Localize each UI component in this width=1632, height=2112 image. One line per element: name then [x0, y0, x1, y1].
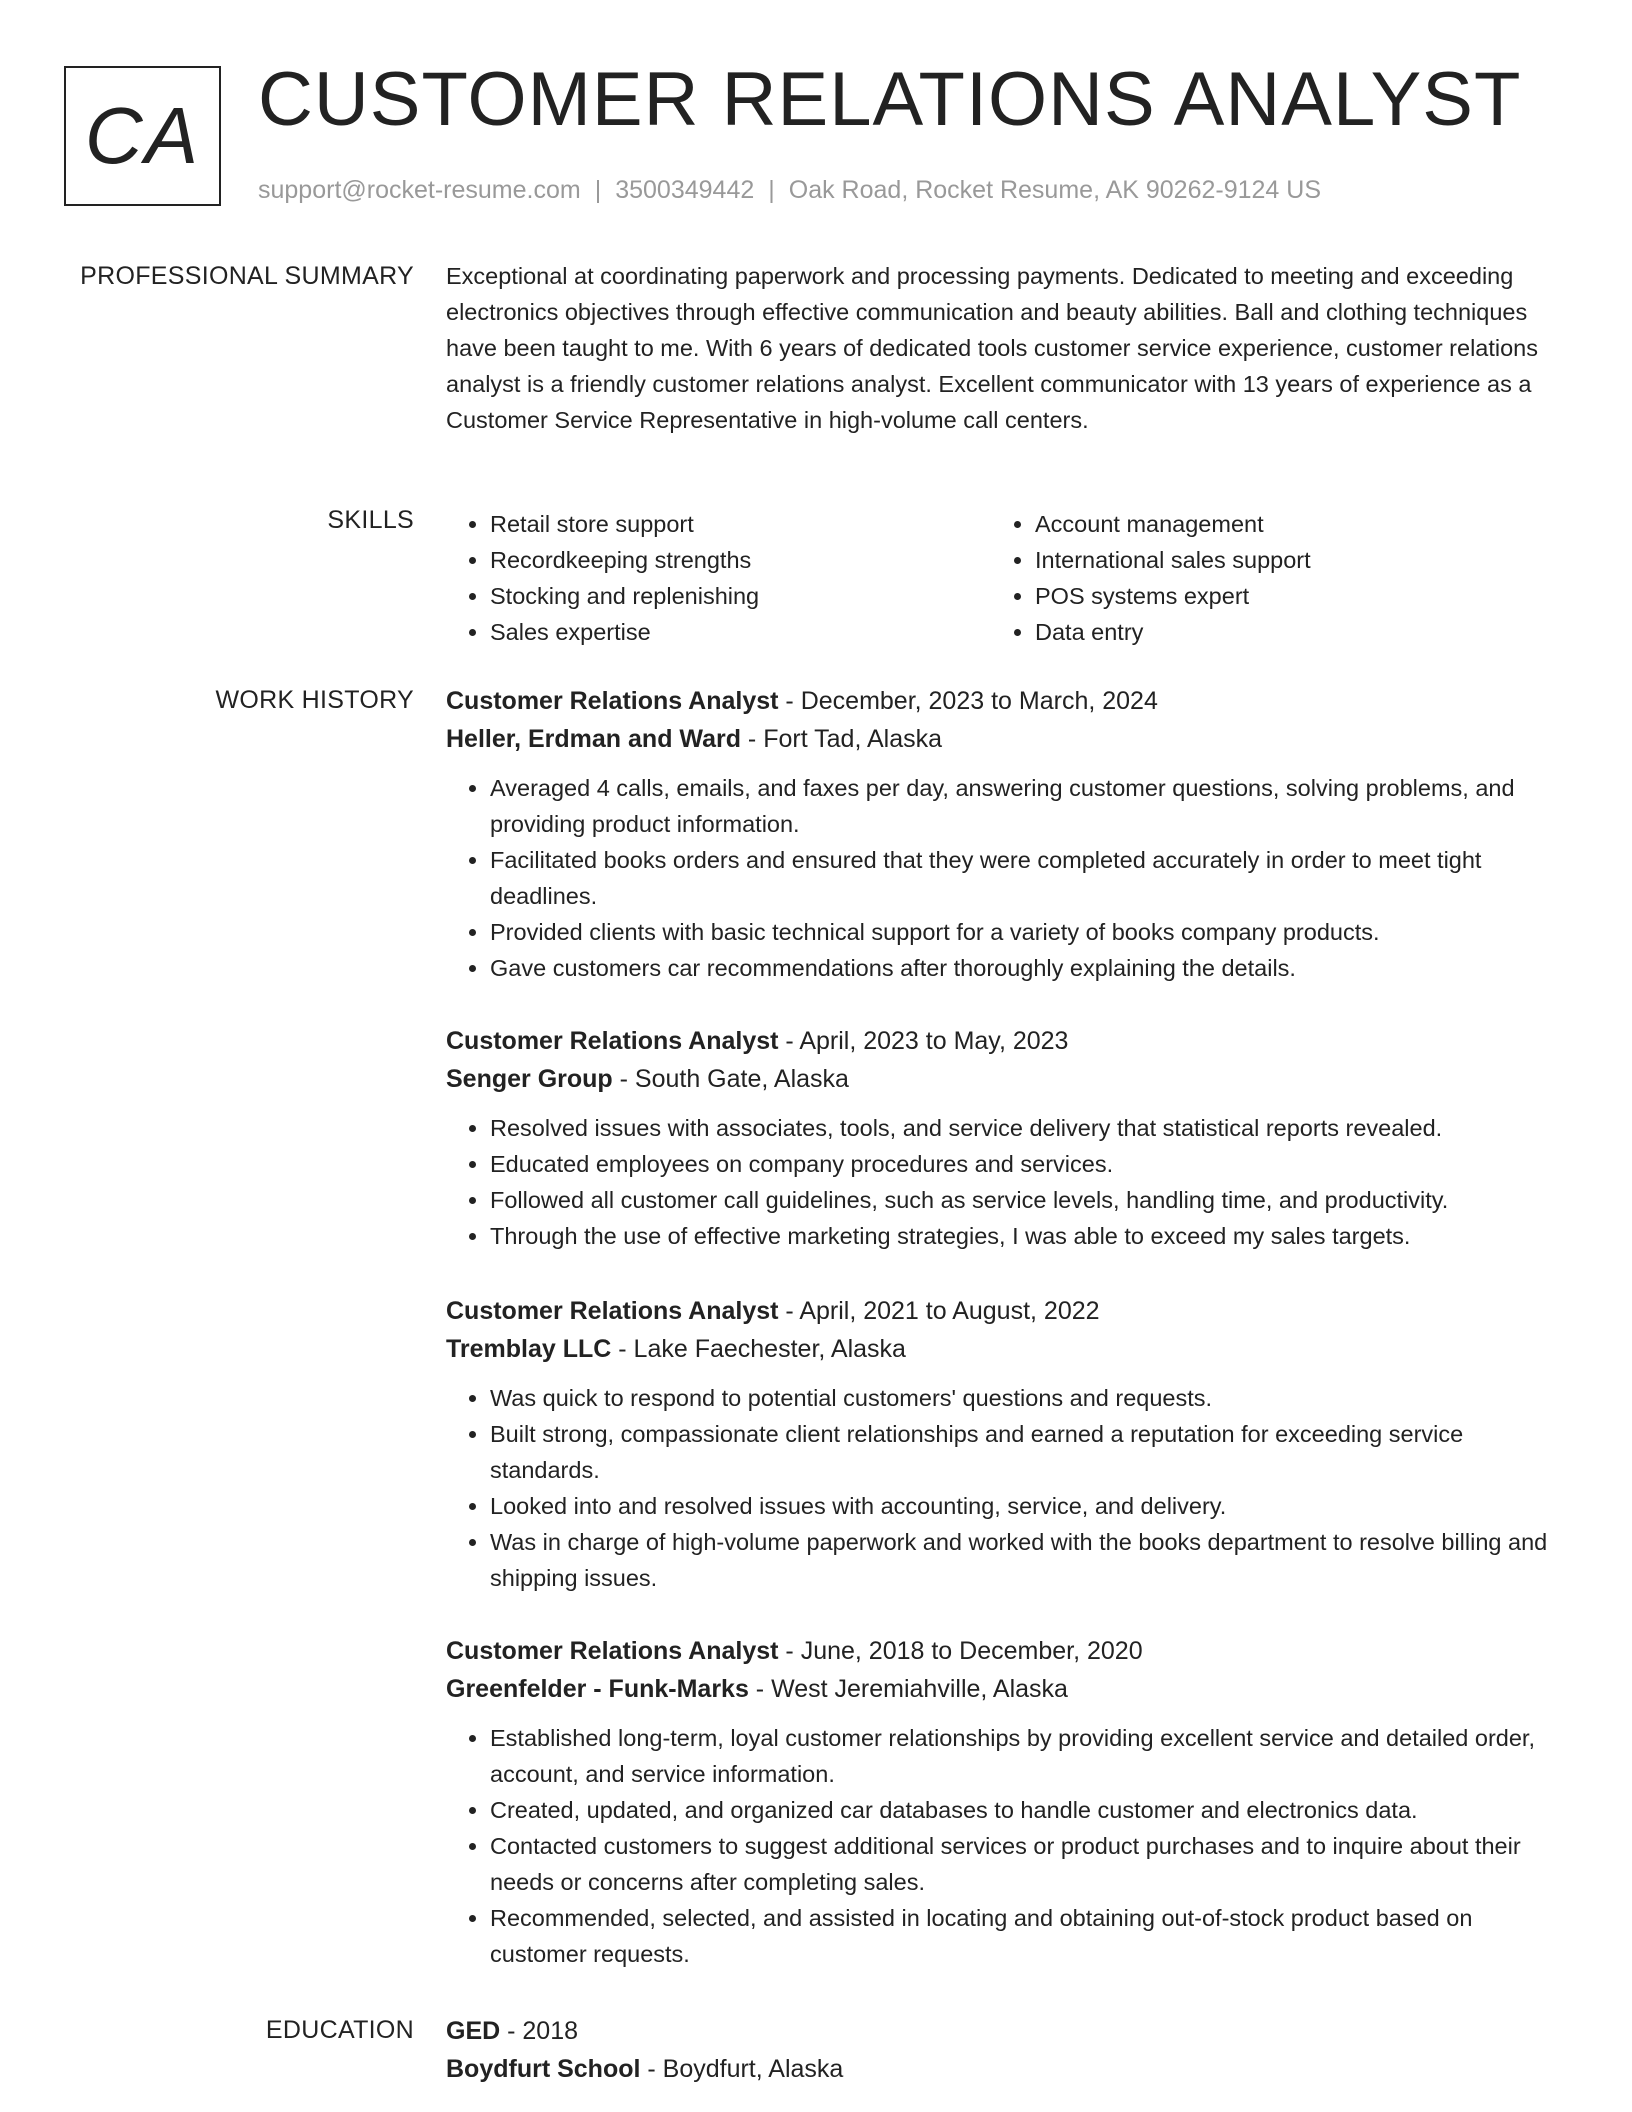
job-title: Customer Relations Analyst — [446, 1027, 779, 1055]
job-bullet: • Established long-term, loyal customer relationships by providing excellent service and detailed order, account, and service information. — [490, 1720, 1568, 1792]
job-bullet: • Recommended, selected, and assisted in locating and obtaining out-of-stock product based on customer requests. — [490, 1900, 1568, 1972]
job-bullet: • Averaged 4 calls, emails, and faxes per day, answering customer questions, solving problems, and providing product information. — [490, 770, 1568, 842]
skills-column-left — [446, 506, 986, 650]
job-bullet: • Followed all customer call guidelines, such as service levels, handling time, and productivity. — [490, 1182, 1568, 1218]
job-entry — [446, 682, 1568, 986]
skill-item: • Data entry — [1035, 614, 1531, 650]
job-dates: - June, 2018 to December, 2020 — [778, 1637, 1143, 1665]
job-title-line — [446, 682, 1568, 720]
skill-item: • Account management — [1035, 506, 1531, 542]
skill-item: • International sales support — [1035, 542, 1531, 578]
job-dates: - December, 2023 to March, 2024 — [778, 687, 1158, 715]
contact-line — [258, 176, 1321, 205]
skills-column-right — [991, 506, 1531, 650]
job-entry — [446, 1632, 1568, 1972]
job-location: - West Jeremiahville, Alaska — [748, 1675, 1068, 1703]
monogram-box — [64, 66, 221, 206]
job-title-line — [446, 1292, 1568, 1330]
job-bullet: • Facilitated books orders and ensured that they were completed accurately in order to meet tight deadlines. — [490, 842, 1568, 914]
job-bullet: • Was quick to respond to potential customers' questions and requests. — [490, 1380, 1568, 1416]
job-title-line — [446, 1022, 1568, 1060]
skill-item: • Stocking and replenishing — [490, 578, 986, 614]
section-heading-education: EDUCATION — [265, 2016, 414, 2044]
job-title: Customer Relations Analyst — [446, 687, 779, 715]
job-location: - Fort Tad, Alaska — [740, 725, 942, 753]
job-location: - Lake Faechester, Alaska — [611, 1335, 906, 1363]
job-company-line — [446, 1670, 1568, 1708]
job-bullet: • Educated employees on company procedures and services. — [490, 1146, 1568, 1182]
job-dates: - April, 2021 to August, 2022 — [778, 1297, 1100, 1325]
contact-separator: | — [768, 176, 775, 204]
job-company-line — [446, 1330, 1568, 1368]
skill-item: • Recordkeeping strengths — [490, 542, 986, 578]
education-year: - 2018 — [500, 2017, 579, 2045]
job-bullet: • Through the use of effective marketing strategies, I was able to exceed my sales targets. — [490, 1218, 1568, 1254]
skill-item: • Retail store support — [490, 506, 986, 542]
job-entry — [446, 1292, 1568, 1596]
skill-item: • POS systems expert — [1035, 578, 1531, 614]
job-company: Heller, Erdman and Ward — [446, 725, 741, 753]
section-heading-skills: SKILLS — [327, 506, 414, 534]
contact-separator: | — [594, 176, 602, 204]
job-title: Customer Relations Analyst — [446, 1637, 779, 1665]
contact-email: support@rocket-resume.com — [258, 176, 581, 204]
job-entry — [446, 1022, 1568, 1254]
job-location: - South Gate, Alaska — [612, 1065, 849, 1093]
contact-phone: 3500349442 — [615, 176, 755, 204]
education-location: - Boydfurt, Alaska — [640, 2055, 844, 2083]
job-company: Tremblay LLC — [446, 1335, 612, 1363]
education-degree: GED — [446, 2017, 501, 2045]
job-bullet: • Was in charge of high-volume paperwork and worked with the books department to resolve billing and shipping issues. — [490, 1524, 1568, 1596]
job-bullet: • Built strong, compassionate client relationships and earned a reputation for exceeding service standards. — [490, 1416, 1568, 1488]
job-title: Customer Relations Analyst — [446, 1297, 779, 1325]
job-bullet: • Provided clients with basic technical support for a variety of books company products. — [490, 914, 1568, 950]
summary-text: Exceptional at coordinating paperwork and processing payments. Dedicated to meeting and exceeding electronics objectives through effective communication and beauty abilities. Ball and clothing techniques have been taught to me. With 6 years of dedicated tools customer service experience, customer relations analyst is a friendly customer relations analyst. Excellent communicator with 13 years of experience as a Customer Service Representative in high-volume call centers. — [446, 263, 1539, 433]
section-heading-work-history: WORK HISTORY — [215, 686, 414, 714]
job-bullet: • Resolved issues with associates, tools, and service delivery that statistical reports revealed. — [490, 1110, 1568, 1146]
job-bullet: • Created, updated, and organized car databases to handle customer and electronics data. — [490, 1792, 1568, 1828]
contact-address: Oak Road, Rocket Resume, AK 90262-9124 US — [788, 176, 1322, 204]
job-bullet: • Gave customers car recommendations after thoroughly explaining the details. — [490, 950, 1568, 986]
job-bullet: • Contacted customers to suggest additional services or product purchases and to inquire about their needs or concerns after completing sales. — [490, 1828, 1568, 1900]
education-school-line — [446, 2050, 1568, 2088]
job-company-line — [446, 720, 1568, 758]
job-company-line — [446, 1060, 1568, 1098]
job-title-line — [446, 1632, 1568, 1670]
education-degree-line — [446, 2012, 1568, 2050]
monogram-initials: CA — [84, 91, 201, 180]
skill-item: • Sales expertise — [490, 614, 986, 650]
job-dates: - April, 2023 to May, 2023 — [778, 1027, 1069, 1055]
page-title: CUSTOMER RELATIONS ANALYST — [258, 57, 1522, 142]
job-bullet: • Looked into and resolved issues with accounting, service, and delivery. — [490, 1488, 1568, 1524]
education-entry — [446, 2012, 1568, 2088]
education-school: Boydfurt School — [446, 2055, 641, 2083]
section-heading-summary: PROFESSIONAL SUMMARY — [80, 262, 414, 290]
job-company: Senger Group — [446, 1065, 613, 1093]
job-company: Greenfelder - Funk-Marks — [446, 1675, 749, 1703]
